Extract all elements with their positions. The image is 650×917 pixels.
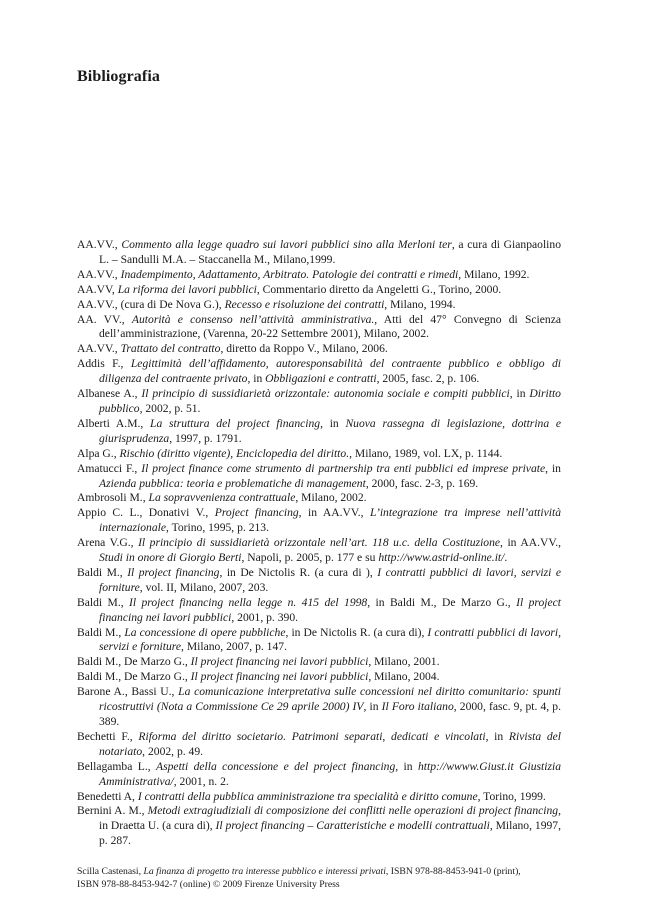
bib-entry-text: , in [363,700,382,714]
bib-entry-text: , Milano, 1994. [384,297,456,311]
bib-entry-text: Appio C. L., Donativi V., [77,506,215,520]
bib-entry-text: , Milano, 1989, vol. LX, p. 1144. [349,446,503,460]
bib-entry-text: , Milano, 1997, p. 287. [99,819,561,848]
bib-entry-italic-text: Autorità e consenso nell’attività amministrativa. [131,312,375,326]
bib-entry-italic-text: Azienda pubblica: teoria e problematiche di management [99,476,366,490]
bib-entry [77,790,561,805]
bib-entry-text: , 2002, p. 49. [142,744,204,758]
bib-entry-italic-text: Recesso e risoluzione dei contratti [224,297,385,311]
page-footer [77,865,567,891]
bib-entry-text: Alpa G., [77,446,120,460]
bib-entry [77,491,561,506]
bib-entry-text: AA.VV., (cura di De Nova G.), [77,297,225,311]
bib-entry-text: , in AA.VV., [500,536,562,550]
bib-entry [77,566,561,596]
bib-entry-italic-text: Metodi extragiudiziali di composizione dei conflitti nelle operazioni di project financing [147,804,559,818]
bib-entry-text: Baldi M., [77,625,125,639]
bib-entry-text: AA.VV, [77,282,118,296]
bib-entry-italic-text: Legittimità dell’affidamento, autoresponsabilità del contraente pubblico e obbligo di diligenza del contraente privato [99,357,561,386]
bib-entry-italic-text: Il project financing – Caratteristiche e modelli contrattuali [215,819,490,833]
bib-entry-text: , Milano, 2004. [368,670,440,684]
bib-entry-text: , in De Nictolis R. (a cura di), [285,625,428,639]
bib-entry-text: , 2001, p. 390. [231,610,299,624]
bib-entry-text: Barone A., Bassi U., [77,685,179,699]
bib-entry-text: Alberti A.M., [77,416,151,430]
bib-entry-text: , Commentario diretto da Angeletti G., Torino, 2000. [256,282,502,296]
bib-entry-text: AA. VV., [77,312,132,326]
bib-entry-italic-text: http://wwww.Giust.it Giustizia Amministrativa/ [99,759,562,788]
bib-entry-italic-text: Rischio (diritto vigente), Enciclopedia del diritto. [119,446,350,460]
bib-entry-italic-text: Il project financing nella legge n. 415 del 1998 [129,595,368,609]
bib-entry-text: , Milano, 2002. [295,491,367,505]
bib-entry-text: , 2000, fasc. 9, pt. 4, p. 389. [99,700,561,728]
bib-entry-text: Benedetti A, [77,789,138,803]
bib-entry [77,655,561,670]
bib-entry-text: , diretto da Roppo V., Milano, 2006. [220,342,388,356]
bib-entry-text: AA.VV., [77,238,122,251]
bib-entry-text: , Milano, 2007, p. 147. [181,640,287,654]
bib-entry-text: , in AA.VV., [298,506,370,520]
bib-entry-italic-text: Il project financing [127,565,220,579]
bib-entry-text: AA.VV., [77,342,121,356]
bib-entry-italic-text: I contratti pubblici di lavori, servizi e forniture [99,625,562,654]
bib-entry [77,357,561,387]
bib-entry-text: Albanese A., [77,387,142,401]
bib-entry-italic-text: Rivista del notariato [99,729,562,758]
bib-entry-text: Bellagamba L., [77,759,157,773]
bib-entry [77,670,561,685]
page-title: Bibliografia [77,68,160,85]
bib-entry-text: , 2001, n. 2. [173,774,229,788]
bib-entry-text: , Napoli, p. 2005, p. 177 e su [241,551,379,565]
bib-entry-italic-text: I contratti della pubblica amministrazione tra specialità e diritto comune [137,789,478,803]
bib-entry [77,238,561,268]
bib-entry [77,298,561,313]
bib-entry [77,685,561,730]
bib-entry-text: Bernini A. M., [77,804,148,818]
bib-entry [77,536,561,566]
bib-entry-text: , in [545,461,561,475]
bib-entry-text: , in De Nictolis R. (a cura di ), [219,565,378,579]
bib-entry-italic-text: Riforma del diritto societario. Patrimoni separati, dedicati e vincolati [138,729,486,743]
bib-entry-italic-text: Inadempimento, Adattamento, Arbitrato. Patologie dei contratti e rimedi [120,267,459,281]
bib-entry-text: Arena V.G., [77,536,139,550]
bib-entry-text: 2002, p. 51. [142,401,201,415]
bib-entry-italic-text: L’integrazione tra imprese nell’attività internazionale [99,506,562,535]
bib-entry-italic-text: Il principio di sussidiarietà orizzontale: autonomia sociale e compiti pubblici [141,387,510,401]
bib-entry-text: . [504,551,508,565]
bib-entry-text: , in [485,729,509,743]
bib-entry-text: , 2000, fasc. 2-3, p. 169. [365,476,479,490]
bib-entry-text: , Milano, 1992. [458,267,530,281]
bib-entry-italic-text: Il project financing nei lavori pubblici [99,595,561,624]
bib-entry-text: AA.VV., [77,267,121,281]
bib-entry [77,283,561,298]
footer-isbn-print: , ISBN 978-88-8453-941-0 (print), [385,866,521,877]
bib-entry [77,342,561,357]
bib-entry-text: , in [247,372,266,386]
bib-entry [77,417,561,447]
bib-entry [77,387,561,417]
bib-entry-text: , Milano, 2001. [368,655,440,669]
bib-entry-text: , in [395,759,418,773]
bib-entry-italic-text: La concessione di opere pubbliche [124,625,286,639]
bib-entry-text: , in [509,387,530,401]
bib-entry [77,804,561,849]
bib-entry [77,313,561,343]
bib-entry-text: , in [320,416,346,430]
bib-entry-italic-text: Il project financing nei lavori pubblici [190,655,369,669]
bib-entry-text: , Torino, 1999. [477,789,546,803]
bib-entry [77,760,561,790]
bib-entry [77,506,561,536]
footer-isbn-online: ISBN 978-88-8453-942-7 (online) © 2009 Firenze University Press [77,879,340,890]
bib-entry-text: Bechetti F., [77,729,139,743]
bib-entry-italic-text: Trattato del contratto [120,342,221,356]
bib-entry-italic-text: Il principio di sussidiarietà orizzontale nell’art. 118 u.c. della Costituzione [138,536,501,550]
bib-entry-text: , Torino, 1995, p. 213. [165,521,269,535]
bib-entry-text: , 1997, p. 1791. [169,431,242,445]
bib-entry-text: , in Baldi M., De Marzo G., [367,595,517,609]
bib-entry [77,596,561,626]
bib-entry-italic-text: Studi in onore di Giorgio Berti [99,551,242,565]
bib-entry-italic-text: Aspetti della concessione e del project financing [156,759,396,773]
bib-entry-text: Amatucci F., [77,461,142,475]
bib-entry [77,626,561,656]
bib-entry [77,268,561,283]
bib-entry-italic-text: Il project finance come strumento di partnership tra enti pubblici ed imprese private [141,461,546,475]
bib-entry-italic-text: Il Foro italiano [381,700,454,714]
bib-entry-italic-text: Nuova rassegna di legislazione, dottrina e giurisprudenza [99,416,561,445]
bib-entry-italic-text: La comunicazione interpretativa sulle concessioni nel diritto comunitario: spunti ricostruttivi (Nota a Commissione Ce 29 aprile 2000) IV [99,685,561,714]
bib-entry-text: Baldi M., De Marzo G., [77,670,191,684]
bibliography-list [77,238,561,849]
bib-entry [77,447,561,462]
footer-author: Scilla Castenasi, [77,866,144,877]
footer-book-title: La finanza di progetto tra interesse pubblico e interessi privati [143,866,386,877]
bib-entry-text: , a cura di Gianpaolino L. – Sandulli M.A. – Staccanella M., Milano,1999. [99,238,561,266]
bib-entry-italic-text: Obbligazioni e contratti [265,372,377,386]
bib-entry-italic-text: Diritto pubblico, [99,387,561,415]
bib-entry-italic-text: La struttura del project financing [150,416,321,430]
bib-entry-text: Baldi M., De Marzo G., [77,655,191,669]
bib-entry-text: Baldi M., [77,565,128,579]
bib-entry-text: , vol. II, Milano, 2007, 203. [139,580,269,594]
bib-entry [77,462,561,492]
bib-entry-text: , Atti del 47° Convegno di Scienza dell’amministrazione, (Varenna, 20-22 Settembre 2001), Milano, 2002. [99,312,561,341]
bib-entry-italic-text: La riforma dei lavori pubblici [117,282,257,296]
bib-entry-italic-text: I contratti pubblici di lavori, servizi e forniture [99,565,561,594]
bib-entry-text: Addis F., [77,357,131,371]
bib-entry-italic-text: Commento alla legge quadro sui lavori pubblici sino alla Merloni ter [121,238,452,251]
bib-entry-text: Ambrosoli M., [77,491,149,505]
bib-entry-italic-text: La sopravvenienza contrattuale [148,491,296,505]
bib-entry-italic-text: http://www.astrid-online.it/ [378,551,505,565]
bib-entry-text: , in Draetta U. (a cura di), [99,804,561,833]
bib-entry-text: Baldi M., [77,595,130,609]
bib-entry-text: , 2005, fasc. 2, p. 106. [376,372,480,386]
bib-entry [77,730,561,760]
bib-entry-italic-text: Project financing [214,506,299,520]
bib-entry-italic-text: Il project financing nei lavori pubblici [190,670,369,684]
